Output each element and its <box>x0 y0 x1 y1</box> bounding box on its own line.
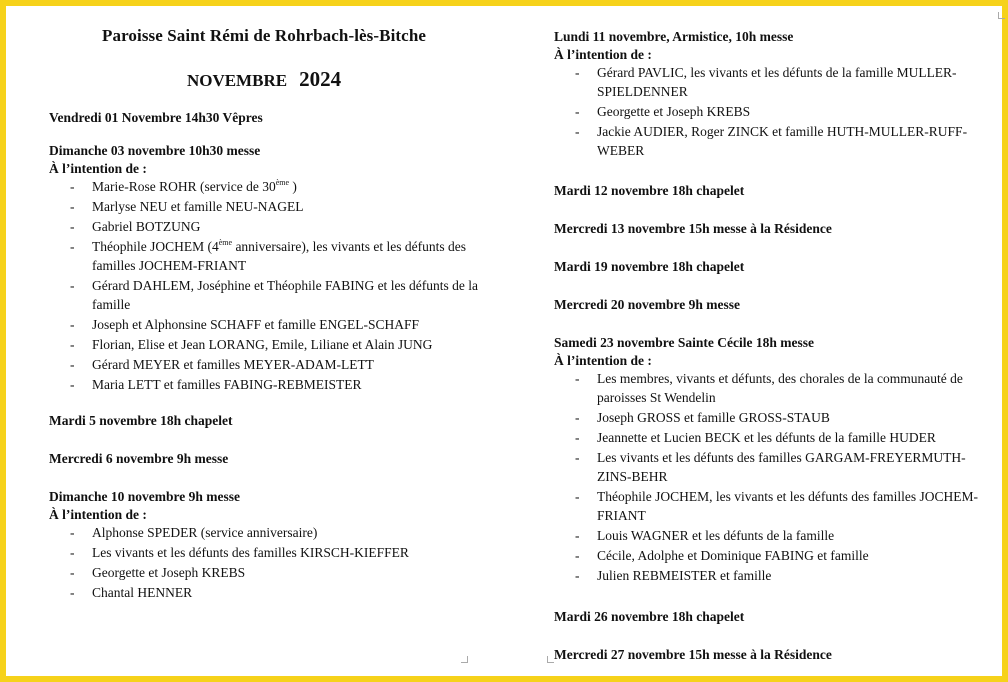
list-item: - Joseph et Alphonsine SCHAFF et famille ENGEL-SCHAFF <box>70 317 420 332</box>
event-heading: Mercredi 13 novembre 15h messe à la Résidence <box>554 221 832 236</box>
event-mercredi-20 <box>554 296 984 314</box>
list-item: - Georgette et Joseph KREBS <box>575 104 751 119</box>
list-item: - Florian, Elise et Jean LORANG, Emile, Liliane et Alain JUNG <box>70 337 433 352</box>
list-item: - Théophile JOCHEM (4ème anniversaire), les vivants et les défunts des familles JOCHEM-FRIANT <box>70 238 466 273</box>
list-item: - Les membres, vivants et défunts, des chorales de la communauté de paroisses St Wendelin <box>575 371 963 405</box>
list-item: - Maria LETT et familles FABING-REBMEISTER <box>70 377 362 392</box>
intention-list <box>49 177 489 394</box>
list-item: - Jackie AUDIER, Roger ZINCK et famille HUTH-MULLER-RUFF-WEBER <box>575 124 968 158</box>
event-mardi-12 <box>554 182 984 200</box>
event-mardi-26 <box>554 608 984 626</box>
month-name: NOVEMBRE <box>186 71 288 90</box>
month-heading <box>49 67 479 92</box>
page-corner-mark <box>461 656 468 663</box>
list-item: - Marlyse NEU et famille NEU-NAGEL <box>70 199 304 214</box>
list-item: - Cécile, Adolphe et Dominique FABING et famille <box>575 548 869 563</box>
event-heading: Mardi 26 novembre 18h chapelet <box>554 609 745 624</box>
event-heading: Dimanche 03 novembre 10h30 messe <box>49 143 261 158</box>
list-item: - Chantal HENNER <box>70 585 193 600</box>
event-heading: Mercredi 6 novembre 9h messe <box>49 451 229 466</box>
list-item: - Alphonse SPEDER (service anniversaire) <box>70 525 318 540</box>
event-heading: Mercredi 20 novembre 9h messe <box>554 297 740 312</box>
list-item: - Georgette et Joseph KREBS <box>70 565 246 580</box>
event-mercredi-13 <box>554 220 984 238</box>
intention-label: À l’intention de : <box>554 47 652 62</box>
list-item: - Joseph GROSS et famille GROSS-STAUB <box>575 410 830 425</box>
list-item: - Louis WAGNER et les défunts de la famille <box>575 528 835 543</box>
event-heading: Dimanche 10 novembre 9h messe <box>49 489 240 504</box>
intention-list <box>554 63 984 160</box>
event-heading: Lundi 11 novembre, Armistice, 10h messe <box>554 29 794 44</box>
list-item: - Gérard PAVLIC, les vivants et les défunts de la famille MULLER-SPIELDENNER <box>575 65 957 99</box>
list-item: - Gabriel BOTZUNG <box>70 219 201 234</box>
event-heading: Vendredi 01 Novembre 14h30 Vêpres <box>49 110 263 125</box>
list-item: - Gérard MEYER et familles MEYER-ADAM-LETT <box>70 357 374 372</box>
list-item: - Gérard DAHLEM, Joséphine et Théophile FABING et les défunts de la famille <box>70 278 479 312</box>
event-mardi-05 <box>49 412 489 430</box>
list-item: - Jeannette et Lucien BECK et les défunts de la famille HUDER <box>575 430 936 445</box>
event-heading: Mardi 19 novembre 18h chapelet <box>554 259 745 274</box>
event-mercredi-27 <box>554 646 984 664</box>
intention-list <box>554 369 984 585</box>
list-item: - Les vivants et les défunts des familles GARGAM-FREYERMUTH-ZINS-BEHR <box>575 450 966 484</box>
intention-label: À l’intention de : <box>49 161 147 176</box>
event-dimanche-03 <box>49 142 489 395</box>
event-samedi-23 <box>554 334 984 586</box>
event-heading: Mardi 5 novembre 18h chapelet <box>49 413 233 428</box>
list-item: - Marie-Rose ROHR (service de 30ème ) <box>70 178 297 194</box>
year: 2024 <box>299 67 342 91</box>
event-dimanche-10 <box>49 488 489 603</box>
page-corner-mark <box>547 656 554 663</box>
list-item: - Les vivants et les défunts des familles KIRSCH-KIEFFER <box>70 545 409 560</box>
list-item: - Théophile JOCHEM, les vivants et les défunts des familles JOCHEM-FRIANT <box>575 489 978 523</box>
intention-label: À l’intention de : <box>554 353 652 368</box>
intention-label: À l’intention de : <box>49 507 147 522</box>
event-vepres <box>49 109 489 127</box>
parish-title: Paroisse Saint Rémi de Rohrbach-lès-Bitche <box>101 26 427 45</box>
intention-list <box>49 523 489 602</box>
event-lundi-11 <box>554 28 984 161</box>
list-item: - Julien REBMEISTER et famille <box>575 568 772 583</box>
event-heading: Mardi 12 novembre 18h chapelet <box>554 183 745 198</box>
event-heading: Samedi 23 novembre Sainte Cécile 18h messe <box>554 335 814 350</box>
event-mercredi-06 <box>49 450 489 468</box>
event-mardi-19 <box>554 258 984 276</box>
event-heading: Mercredi 27 novembre 15h messe à la Résidence <box>554 647 832 662</box>
page-corner-mark <box>998 12 1005 19</box>
